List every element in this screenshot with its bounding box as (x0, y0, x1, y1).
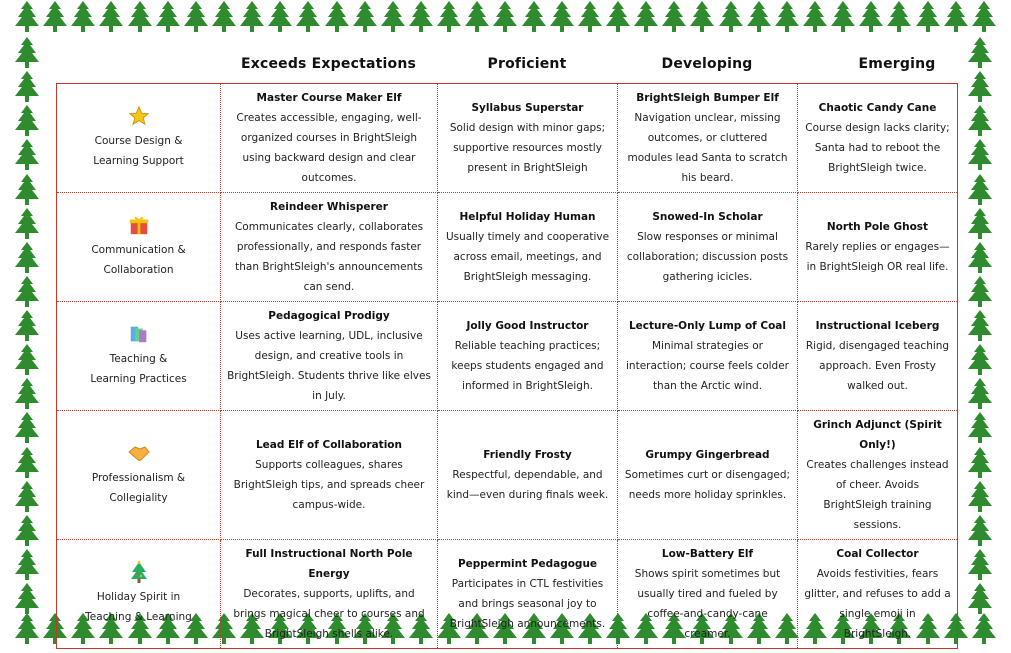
header-proficient: Proficient (487, 56, 567, 72)
tree-icon (967, 104, 993, 138)
cell-description: Shows spirit sometimes but usually tired and fueled by coffee-and-candy-cane creamer. (634, 568, 781, 640)
tree-icon (830, 0, 856, 34)
category-label: Teaching & Learning (85, 611, 192, 623)
rubric-row (57, 411, 958, 540)
tree-icon (774, 0, 800, 34)
rubric-cell (798, 411, 958, 540)
tree-icon (689, 0, 715, 34)
cell-title: Reindeer Whisperer (270, 201, 388, 213)
cell-description: Creates accessible, engaging, well-organized courses in BrightSleigh using backward design and clear outcomes. (236, 112, 422, 184)
row-category (57, 540, 221, 649)
tree-icon (967, 446, 993, 480)
rubric-cell (221, 540, 438, 649)
tree-icon (14, 480, 40, 514)
cell-description: Communicates clearly, collaborates professionally, and responds faster than BrightSleigh's announcements can send. (234, 221, 424, 293)
gift-icon (63, 214, 214, 238)
tree-icon (14, 104, 40, 138)
category-label: Collaboration (103, 264, 174, 276)
rubric-cell (618, 84, 798, 193)
cell-description: Navigation unclear, missing outcomes, or cluttered modules lead Santa to scratch his beard. (627, 112, 788, 184)
category-label: Holiday Spirit in (96, 591, 181, 603)
cell-description: Sometimes curt or disengaged; needs more holiday sprinkles. (624, 469, 791, 501)
tree-icon (967, 173, 993, 207)
cell-title: Chaotic Candy Cane (818, 102, 937, 114)
star-icon (63, 105, 214, 129)
tree-icon (967, 138, 993, 172)
rubric-cell (221, 411, 438, 540)
tree-icon (127, 0, 153, 34)
tree-icon (577, 0, 603, 34)
tree-icon (98, 0, 124, 34)
tree-icon (352, 0, 378, 34)
tree-icon (14, 0, 40, 34)
tree-icon (14, 411, 40, 445)
tree-icon (971, 612, 997, 646)
tree-icon (967, 582, 993, 616)
cell-description: Rigid, disengaged teaching approach. Even Frosty walked out. (805, 340, 950, 392)
rubric-cell (221, 193, 438, 302)
cell-description: Decorates, supports, uplifts, and brings magical cheer to courses and BrightSleigh shells alike. (233, 588, 425, 640)
rubric-cell (618, 411, 798, 540)
tree-icon (14, 309, 40, 343)
cell-description: Avoids festivities, fears glitter, and refuses to add a single emoji in BrightSleigh. (804, 568, 951, 640)
tree-icon (14, 377, 40, 411)
tree-icon (14, 207, 40, 241)
cell-title: Jolly Good Instructor (466, 320, 589, 332)
top-tree-border (0, 0, 1011, 40)
tree-icon (14, 582, 40, 616)
cell-description: Supports colleagues, shares BrightSleigh tips, and spreads cheer campus-wide. (233, 459, 425, 511)
rubric-cell (438, 84, 618, 193)
rubric-cell (798, 84, 958, 193)
rubric-cell (438, 193, 618, 302)
category-label: Learning Practices (90, 373, 187, 385)
cell-description: Minimal strategies or interaction; course feels colder than the Arctic wind. (626, 340, 789, 392)
tree-icon (295, 0, 321, 34)
handshake-icon (63, 442, 214, 466)
tree-icon (943, 0, 969, 34)
tree-icon (14, 241, 40, 275)
row-category (57, 193, 221, 302)
rubric-cell (221, 84, 438, 193)
rubric-row (57, 540, 958, 649)
tree-icon (70, 0, 96, 34)
tree-icon (324, 0, 350, 34)
cell-title: Pedagogical Prodigy (268, 310, 390, 322)
cell-title: BrightSleigh Bumper Elf (636, 92, 779, 104)
rubric-row (57, 302, 958, 411)
cell-title: Lead Elf of Collaboration (255, 439, 402, 451)
left-tree-border (14, 36, 44, 616)
category-label: Teaching & (109, 353, 168, 365)
row-category (57, 302, 221, 411)
tree-icon (155, 0, 181, 34)
rubric-cell (618, 302, 798, 411)
rubric-cell (798, 540, 958, 649)
tree-icon (14, 173, 40, 207)
cell-description: Participates in CTL festivities and brings seasonal joy to BrightSleigh announcements. (449, 578, 606, 630)
tree-icon (718, 0, 744, 34)
rubric-row (57, 193, 958, 302)
tree-icon (521, 0, 547, 34)
cell-title: Low-Battery Elf (661, 548, 754, 560)
tree-icon (967, 411, 993, 445)
tree-icon (464, 0, 490, 34)
tree-icon (746, 0, 772, 34)
tree-icon (211, 0, 237, 34)
tree-icon (967, 514, 993, 548)
rubric-cell (798, 193, 958, 302)
rubric-cell (438, 302, 618, 411)
tree-icon (42, 0, 68, 34)
right-tree-border (967, 36, 997, 616)
tree-icon (661, 0, 687, 34)
tree-icon (967, 343, 993, 377)
rubric-table (56, 83, 958, 649)
cell-description: Respectful, dependable, and kind—even during finals week. (446, 469, 609, 501)
cell-description: Course design lacks clarity; Santa had to reboot the BrightSleigh twice. (805, 122, 950, 174)
cell-description: Rarely replies or engages—in BrightSleigh OR real life. (805, 241, 950, 273)
cell-title: Snowed-In Scholar (652, 211, 763, 223)
tree-icon (492, 0, 518, 34)
tree-icon (183, 0, 209, 34)
tree-icon (967, 275, 993, 309)
rubric-cell (438, 540, 618, 649)
cell-description: Creates challenges instead of cheer. Avoids BrightSleigh training sessions. (806, 459, 949, 531)
cell-title: Grinch Adjunct (Spirit Only!) (813, 419, 942, 451)
tree-icon (967, 207, 993, 241)
cell-description: Reliable teaching practices; keeps students engaged and informed in BrightSleigh. (451, 340, 604, 392)
tree-icon (967, 377, 993, 411)
tree-icon (633, 0, 659, 34)
tree-icon (915, 0, 941, 34)
tree-icon (967, 241, 993, 275)
cell-title: Master Course Maker Elf (256, 92, 402, 104)
cell-description: Usually timely and cooperative across email, meetings, and BrightSleigh messaging. (445, 231, 610, 283)
tree-icon (14, 612, 40, 646)
books-icon (63, 323, 214, 347)
rubric-cell (438, 411, 618, 540)
cell-title: Friendly Frosty (483, 449, 572, 461)
rubric-cell (221, 302, 438, 411)
row-category (57, 84, 221, 193)
rubric-cell (618, 193, 798, 302)
cell-title: Syllabus Superstar (471, 102, 584, 114)
tree-icon (967, 309, 993, 343)
tree-icon (14, 343, 40, 377)
row-category (57, 411, 221, 540)
cell-title: Grumpy Gingerbread (645, 449, 770, 461)
cell-title: Lecture-Only Lump of Coal (628, 320, 786, 332)
header-emerging: Emerging (858, 56, 936, 72)
tree-icon (14, 446, 40, 480)
tree-icon (14, 514, 40, 548)
category-label: Professionalism & (91, 472, 186, 484)
tree-icon (967, 548, 993, 582)
cell-description: Slow responses or minimal collaboration; discussion posts gathering icicles. (626, 231, 789, 283)
tree-icon (971, 0, 997, 34)
category-label: Learning Support (93, 155, 184, 167)
rubric-row (57, 84, 958, 193)
cell-title: Coal Collector (836, 548, 919, 560)
tree-icon (267, 0, 293, 34)
category-label: Course Design & (94, 135, 183, 147)
tree-icon (802, 0, 828, 34)
tree-icon (886, 0, 912, 34)
category-label: Communication & (91, 244, 186, 256)
tree-icon (14, 138, 40, 172)
cell-title: Full Instructional North Pole Energy (245, 548, 413, 580)
category-label: Collegiality (109, 492, 168, 504)
header-exceeds: Exceeds Expectations (240, 56, 417, 72)
tree-icon (967, 480, 993, 514)
tree-icon (14, 275, 40, 309)
christmas-tree-icon (63, 561, 214, 585)
tree-icon (14, 548, 40, 582)
rubric-cell (798, 302, 958, 411)
tree-icon (380, 0, 406, 34)
cell-description: Solid design with minor gaps; supportive resources mostly present in BrightSleigh (449, 122, 606, 174)
cell-title: North Pole Ghost (826, 221, 929, 233)
cell-title: Helpful Holiday Human (459, 211, 596, 223)
tree-icon (549, 0, 575, 34)
column-headers (220, 56, 997, 82)
cell-description: Uses active learning, UDL, inclusive design, and creative tools in BrightSleigh. Students thrive like elves in July. (227, 330, 431, 402)
header-developing: Developing (661, 56, 753, 72)
tree-icon (436, 0, 462, 34)
tree-icon (605, 0, 631, 34)
cell-title: Peppermint Pedagogue (457, 558, 598, 570)
tree-icon (14, 36, 40, 70)
tree-icon (14, 70, 40, 104)
tree-icon (239, 0, 265, 34)
rubric-cell (618, 540, 798, 649)
cell-title: Instructional Iceberg (815, 320, 940, 332)
tree-icon (858, 0, 884, 34)
tree-icon (408, 0, 434, 34)
